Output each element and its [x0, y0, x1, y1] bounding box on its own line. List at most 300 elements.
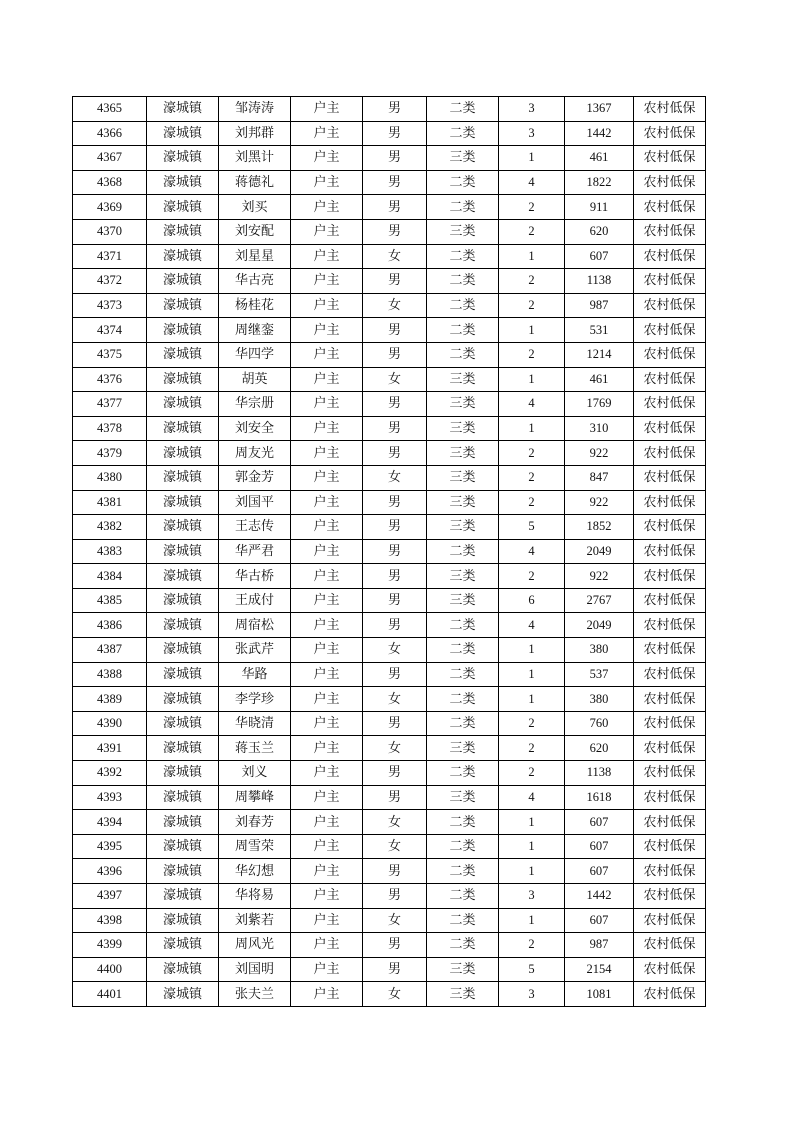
record-id-cell: 4370 — [73, 219, 147, 244]
program-cell: 农村低保 — [634, 564, 706, 589]
gender-cell: 男 — [363, 441, 427, 466]
program-cell: 农村低保 — [634, 219, 706, 244]
table-row — [73, 244, 706, 269]
township-cell: 濠城镇 — [147, 662, 219, 687]
gender-cell: 男 — [363, 613, 427, 638]
category-cell: 二类 — [427, 318, 499, 343]
program-cell: 农村低保 — [634, 588, 706, 613]
record-id-cell: 4374 — [73, 318, 147, 343]
amount-cell: 1138 — [565, 761, 634, 786]
members-cell: 2 — [499, 219, 565, 244]
township-cell: 濠城镇 — [147, 367, 219, 392]
gender-cell: 男 — [363, 269, 427, 294]
record-id-cell: 4400 — [73, 957, 147, 982]
township-cell: 濠城镇 — [147, 539, 219, 564]
amount-cell: 760 — [565, 711, 634, 736]
township-cell: 濠城镇 — [147, 613, 219, 638]
program-cell: 农村低保 — [634, 244, 706, 269]
relation-cell: 户主 — [291, 490, 363, 515]
members-cell: 1 — [499, 834, 565, 859]
name-cell: 刘买 — [219, 195, 291, 220]
record-id-cell: 4386 — [73, 613, 147, 638]
members-cell: 1 — [499, 244, 565, 269]
name-cell: 张武芹 — [219, 638, 291, 663]
relation-cell: 户主 — [291, 761, 363, 786]
amount-cell: 310 — [565, 416, 634, 441]
township-cell: 濠城镇 — [147, 392, 219, 417]
table-row — [73, 97, 706, 122]
table-row — [73, 736, 706, 761]
amount-cell: 531 — [565, 318, 634, 343]
category-cell: 二类 — [427, 539, 499, 564]
name-cell: 邹涛涛 — [219, 97, 291, 122]
category-cell: 三类 — [427, 736, 499, 761]
township-cell: 濠城镇 — [147, 785, 219, 810]
record-id-cell: 4375 — [73, 342, 147, 367]
category-cell: 二类 — [427, 121, 499, 146]
members-cell: 4 — [499, 392, 565, 417]
members-cell: 2 — [499, 933, 565, 958]
record-id-cell: 4377 — [73, 392, 147, 417]
program-cell: 农村低保 — [634, 121, 706, 146]
relation-cell: 户主 — [291, 859, 363, 884]
relation-cell: 户主 — [291, 121, 363, 146]
relation-cell: 户主 — [291, 613, 363, 638]
name-cell: 华宗册 — [219, 392, 291, 417]
township-cell: 濠城镇 — [147, 564, 219, 589]
table-row — [73, 859, 706, 884]
township-cell: 濠城镇 — [147, 219, 219, 244]
table-row — [73, 515, 706, 540]
program-cell: 农村低保 — [634, 785, 706, 810]
table-row — [73, 318, 706, 343]
name-cell: 李学珍 — [219, 687, 291, 712]
members-cell: 1 — [499, 859, 565, 884]
gender-cell: 男 — [363, 539, 427, 564]
program-cell: 农村低保 — [634, 908, 706, 933]
table-row — [73, 465, 706, 490]
relation-cell: 户主 — [291, 318, 363, 343]
members-cell: 2 — [499, 736, 565, 761]
amount-cell: 607 — [565, 810, 634, 835]
amount-cell: 380 — [565, 687, 634, 712]
amount-cell: 461 — [565, 367, 634, 392]
members-cell: 3 — [499, 884, 565, 909]
gender-cell: 男 — [363, 515, 427, 540]
members-cell: 1 — [499, 318, 565, 343]
table-row — [73, 933, 706, 958]
township-cell: 濠城镇 — [147, 441, 219, 466]
name-cell: 华四学 — [219, 342, 291, 367]
township-cell: 濠城镇 — [147, 982, 219, 1007]
program-cell: 农村低保 — [634, 318, 706, 343]
township-cell: 濠城镇 — [147, 416, 219, 441]
township-cell: 濠城镇 — [147, 810, 219, 835]
record-id-cell: 4398 — [73, 908, 147, 933]
relation-cell: 户主 — [291, 785, 363, 810]
relation-cell: 户主 — [291, 564, 363, 589]
gender-cell: 男 — [363, 662, 427, 687]
amount-cell: 1214 — [565, 342, 634, 367]
township-cell: 濠城镇 — [147, 244, 219, 269]
relation-cell: 户主 — [291, 441, 363, 466]
name-cell: 华古桥 — [219, 564, 291, 589]
relation-cell: 户主 — [291, 97, 363, 122]
record-id-cell: 4396 — [73, 859, 147, 884]
name-cell: 华将易 — [219, 884, 291, 909]
township-cell: 濠城镇 — [147, 736, 219, 761]
relation-cell: 户主 — [291, 416, 363, 441]
relation-cell: 户主 — [291, 146, 363, 171]
name-cell: 郭金芳 — [219, 465, 291, 490]
category-cell: 三类 — [427, 392, 499, 417]
category-cell: 二类 — [427, 293, 499, 318]
members-cell: 3 — [499, 121, 565, 146]
members-cell: 1 — [499, 416, 565, 441]
record-id-cell: 4371 — [73, 244, 147, 269]
category-cell: 三类 — [427, 982, 499, 1007]
record-id-cell: 4397 — [73, 884, 147, 909]
record-id-cell: 4376 — [73, 367, 147, 392]
table-row — [73, 884, 706, 909]
category-cell: 二类 — [427, 269, 499, 294]
amount-cell: 1081 — [565, 982, 634, 1007]
name-cell: 周友光 — [219, 441, 291, 466]
record-id-cell: 4385 — [73, 588, 147, 613]
program-cell: 农村低保 — [634, 613, 706, 638]
township-cell: 濠城镇 — [147, 170, 219, 195]
gender-cell: 男 — [363, 564, 427, 589]
table-row — [73, 957, 706, 982]
gender-cell: 男 — [363, 761, 427, 786]
category-cell: 二类 — [427, 170, 499, 195]
gender-cell: 男 — [363, 318, 427, 343]
table-row — [73, 441, 706, 466]
township-cell: 濠城镇 — [147, 121, 219, 146]
record-id-cell: 4382 — [73, 515, 147, 540]
gender-cell: 女 — [363, 687, 427, 712]
record-id-cell: 4368 — [73, 170, 147, 195]
name-cell: 杨桂花 — [219, 293, 291, 318]
gender-cell: 女 — [363, 367, 427, 392]
amount-cell: 987 — [565, 293, 634, 318]
category-cell: 二类 — [427, 711, 499, 736]
gender-cell: 男 — [363, 785, 427, 810]
members-cell: 1 — [499, 908, 565, 933]
program-cell: 农村低保 — [634, 441, 706, 466]
relation-cell: 户主 — [291, 392, 363, 417]
amount-cell: 607 — [565, 834, 634, 859]
program-cell: 农村低保 — [634, 170, 706, 195]
gender-cell: 男 — [363, 170, 427, 195]
record-id-cell: 4395 — [73, 834, 147, 859]
members-cell: 2 — [499, 465, 565, 490]
category-cell: 二类 — [427, 933, 499, 958]
township-cell: 濠城镇 — [147, 957, 219, 982]
name-cell: 华晓清 — [219, 711, 291, 736]
township-cell: 濠城镇 — [147, 293, 219, 318]
name-cell: 华古亮 — [219, 269, 291, 294]
record-id-cell: 4389 — [73, 687, 147, 712]
category-cell: 三类 — [427, 564, 499, 589]
amount-cell: 911 — [565, 195, 634, 220]
name-cell: 蒋德礼 — [219, 170, 291, 195]
name-cell: 刘星星 — [219, 244, 291, 269]
category-cell: 二类 — [427, 859, 499, 884]
program-cell: 农村低保 — [634, 539, 706, 564]
members-cell: 6 — [499, 588, 565, 613]
township-cell: 濠城镇 — [147, 195, 219, 220]
relation-cell: 户主 — [291, 638, 363, 663]
amount-cell: 537 — [565, 662, 634, 687]
gender-cell: 女 — [363, 908, 427, 933]
amount-cell: 620 — [565, 219, 634, 244]
category-cell: 二类 — [427, 810, 499, 835]
township-cell: 濠城镇 — [147, 884, 219, 909]
members-cell: 1 — [499, 662, 565, 687]
members-cell: 1 — [499, 146, 565, 171]
name-cell: 周继銮 — [219, 318, 291, 343]
amount-cell: 461 — [565, 146, 634, 171]
program-cell: 农村低保 — [634, 269, 706, 294]
program-cell: 农村低保 — [634, 515, 706, 540]
category-cell: 二类 — [427, 638, 499, 663]
members-cell: 3 — [499, 982, 565, 1007]
amount-cell: 987 — [565, 933, 634, 958]
record-id-cell: 4394 — [73, 810, 147, 835]
record-id-cell: 4367 — [73, 146, 147, 171]
relation-cell: 户主 — [291, 957, 363, 982]
gender-cell: 男 — [363, 195, 427, 220]
table-row — [73, 588, 706, 613]
amount-cell: 922 — [565, 441, 634, 466]
amount-cell: 922 — [565, 564, 634, 589]
gender-cell: 男 — [363, 97, 427, 122]
relation-cell: 户主 — [291, 195, 363, 220]
category-cell: 三类 — [427, 957, 499, 982]
name-cell: 刘黑计 — [219, 146, 291, 171]
name-cell: 刘安全 — [219, 416, 291, 441]
relation-cell: 户主 — [291, 884, 363, 909]
table-row — [73, 687, 706, 712]
members-cell: 5 — [499, 515, 565, 540]
name-cell: 刘国明 — [219, 957, 291, 982]
program-cell: 农村低保 — [634, 687, 706, 712]
township-cell: 濠城镇 — [147, 761, 219, 786]
amount-cell: 1367 — [565, 97, 634, 122]
amount-cell: 1769 — [565, 392, 634, 417]
township-cell: 濠城镇 — [147, 834, 219, 859]
township-cell: 濠城镇 — [147, 465, 219, 490]
township-cell: 濠城镇 — [147, 711, 219, 736]
table-row — [73, 490, 706, 515]
members-cell: 2 — [499, 293, 565, 318]
amount-cell: 1442 — [565, 884, 634, 909]
program-cell: 农村低保 — [634, 933, 706, 958]
category-cell: 三类 — [427, 785, 499, 810]
program-cell: 农村低保 — [634, 490, 706, 515]
table-row — [73, 342, 706, 367]
record-id-cell: 4380 — [73, 465, 147, 490]
table-row — [73, 416, 706, 441]
table-row — [73, 195, 706, 220]
name-cell: 华严君 — [219, 539, 291, 564]
record-id-cell: 4401 — [73, 982, 147, 1007]
gender-cell: 女 — [363, 465, 427, 490]
township-cell: 濠城镇 — [147, 97, 219, 122]
amount-cell: 847 — [565, 465, 634, 490]
record-id-cell: 4373 — [73, 293, 147, 318]
township-cell: 濠城镇 — [147, 146, 219, 171]
members-cell: 2 — [499, 564, 565, 589]
township-cell: 濠城镇 — [147, 515, 219, 540]
program-cell: 农村低保 — [634, 662, 706, 687]
category-cell: 二类 — [427, 761, 499, 786]
table-row — [73, 170, 706, 195]
gender-cell: 女 — [363, 834, 427, 859]
amount-cell: 1822 — [565, 170, 634, 195]
table-row — [73, 269, 706, 294]
relation-cell: 户主 — [291, 933, 363, 958]
program-cell: 农村低保 — [634, 465, 706, 490]
name-cell: 蒋玉兰 — [219, 736, 291, 761]
name-cell: 周风光 — [219, 933, 291, 958]
relation-cell: 户主 — [291, 367, 363, 392]
amount-cell: 1138 — [565, 269, 634, 294]
name-cell: 周雪荣 — [219, 834, 291, 859]
gender-cell: 男 — [363, 416, 427, 441]
name-cell: 刘邦群 — [219, 121, 291, 146]
table-row — [73, 293, 706, 318]
category-cell: 二类 — [427, 342, 499, 367]
relief-roster-table — [72, 96, 706, 1007]
gender-cell: 男 — [363, 146, 427, 171]
gender-cell: 男 — [363, 711, 427, 736]
table-row — [73, 564, 706, 589]
category-cell: 三类 — [427, 146, 499, 171]
program-cell: 农村低保 — [634, 761, 706, 786]
program-cell: 农村低保 — [634, 293, 706, 318]
name-cell: 王志传 — [219, 515, 291, 540]
gender-cell: 男 — [363, 121, 427, 146]
program-cell: 农村低保 — [634, 982, 706, 1007]
members-cell: 1 — [499, 810, 565, 835]
relation-cell: 户主 — [291, 269, 363, 294]
name-cell: 胡英 — [219, 367, 291, 392]
township-cell: 濠城镇 — [147, 269, 219, 294]
category-cell: 三类 — [427, 219, 499, 244]
relation-cell: 户主 — [291, 244, 363, 269]
gender-cell: 女 — [363, 736, 427, 761]
township-cell: 濠城镇 — [147, 318, 219, 343]
relation-cell: 户主 — [291, 908, 363, 933]
category-cell: 三类 — [427, 515, 499, 540]
program-cell: 农村低保 — [634, 97, 706, 122]
record-id-cell: 4388 — [73, 662, 147, 687]
amount-cell: 2767 — [565, 588, 634, 613]
gender-cell: 男 — [363, 490, 427, 515]
category-cell: 二类 — [427, 195, 499, 220]
table-row — [73, 219, 706, 244]
name-cell: 华路 — [219, 662, 291, 687]
program-cell: 农村低保 — [634, 859, 706, 884]
members-cell: 2 — [499, 269, 565, 294]
gender-cell: 女 — [363, 810, 427, 835]
relation-cell: 户主 — [291, 810, 363, 835]
relation-cell: 户主 — [291, 662, 363, 687]
relation-cell: 户主 — [291, 170, 363, 195]
name-cell: 华幻想 — [219, 859, 291, 884]
program-cell: 农村低保 — [634, 638, 706, 663]
members-cell: 5 — [499, 957, 565, 982]
gender-cell: 男 — [363, 933, 427, 958]
name-cell: 张夫兰 — [219, 982, 291, 1007]
category-cell: 二类 — [427, 834, 499, 859]
program-cell: 农村低保 — [634, 736, 706, 761]
record-id-cell: 4372 — [73, 269, 147, 294]
amount-cell: 607 — [565, 244, 634, 269]
amount-cell: 607 — [565, 908, 634, 933]
category-cell: 三类 — [427, 441, 499, 466]
gender-cell: 女 — [363, 293, 427, 318]
township-cell: 濠城镇 — [147, 588, 219, 613]
members-cell: 2 — [499, 711, 565, 736]
members-cell: 1 — [499, 367, 565, 392]
gender-cell: 男 — [363, 588, 427, 613]
gender-cell: 女 — [363, 638, 427, 663]
name-cell: 刘国平 — [219, 490, 291, 515]
category-cell: 三类 — [427, 588, 499, 613]
relation-cell: 户主 — [291, 293, 363, 318]
members-cell: 2 — [499, 441, 565, 466]
program-cell: 农村低保 — [634, 367, 706, 392]
table-row — [73, 367, 706, 392]
relation-cell: 户主 — [291, 465, 363, 490]
table-row — [73, 638, 706, 663]
amount-cell: 380 — [565, 638, 634, 663]
members-cell: 2 — [499, 342, 565, 367]
record-id-cell: 4369 — [73, 195, 147, 220]
program-cell: 农村低保 — [634, 834, 706, 859]
name-cell: 刘紫若 — [219, 908, 291, 933]
gender-cell: 男 — [363, 342, 427, 367]
category-cell: 三类 — [427, 490, 499, 515]
record-id-cell: 4381 — [73, 490, 147, 515]
amount-cell: 2154 — [565, 957, 634, 982]
program-cell: 农村低保 — [634, 884, 706, 909]
name-cell: 刘义 — [219, 761, 291, 786]
members-cell: 4 — [499, 785, 565, 810]
members-cell: 2 — [499, 761, 565, 786]
name-cell: 周宿松 — [219, 613, 291, 638]
members-cell: 2 — [499, 195, 565, 220]
members-cell: 1 — [499, 687, 565, 712]
table-row — [73, 613, 706, 638]
record-id-cell: 4378 — [73, 416, 147, 441]
record-id-cell: 4392 — [73, 761, 147, 786]
relation-cell: 户主 — [291, 588, 363, 613]
township-cell: 濠城镇 — [147, 490, 219, 515]
table-row — [73, 908, 706, 933]
table-row — [73, 810, 706, 835]
program-cell: 农村低保 — [634, 195, 706, 220]
gender-cell: 女 — [363, 982, 427, 1007]
members-cell: 1 — [499, 638, 565, 663]
gender-cell: 女 — [363, 244, 427, 269]
amount-cell: 1618 — [565, 785, 634, 810]
table-row — [73, 392, 706, 417]
township-cell: 濠城镇 — [147, 908, 219, 933]
